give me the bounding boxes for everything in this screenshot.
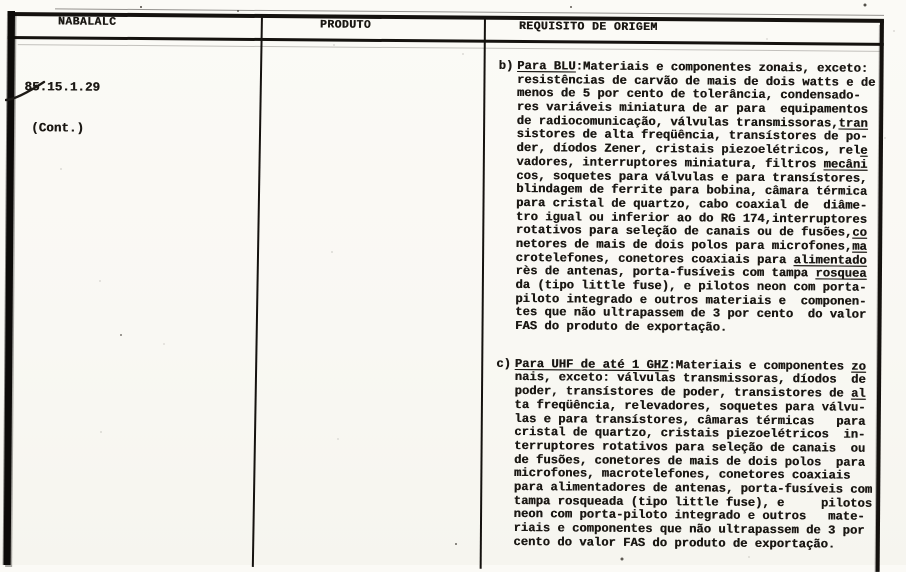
column-header-produto: PRODUTO	[319, 17, 372, 32]
nabalalc-code: 85.15.1.29	[24, 80, 101, 95]
text-line: FAS do produto de exportação.	[514, 319, 728, 335]
text-line: crotelefones, conetores coaxiais para alimentado	[515, 250, 867, 268]
text-line: Para UHF de até 1 GHZ:Materiais e componentes zo	[514, 356, 866, 374]
paragraph-lines	[513, 358, 892, 553]
paragraph-label: c)	[496, 356, 511, 371]
text-line: de fusões, conetores de mais de dois polos para	[513, 452, 866, 470]
text-line: vadores, interruptores miniatura, filtros mecâni	[516, 154, 868, 172]
text-line: ta freqüência, relevadores, soquetes para válvu-	[514, 397, 866, 415]
scan-speckles	[140, 6, 142, 8]
paragraph-lines	[515, 60, 895, 337]
nabalalc-cell	[24, 54, 100, 163]
text-line: resistências de carvão de mais de dois watts e de	[516, 72, 876, 90]
requisito-de-origem-cell	[495, 60, 895, 552]
text-line: cristal de quartzo, cristais piezoelétricos in-	[514, 425, 866, 442]
column-header-nabalalc: NABALALC	[57, 15, 117, 29]
text-line: Para BLU:Materiais e componentes zonais, exceto:	[517, 59, 869, 76]
text-line: terruptores rotativos para seleção de canais ou	[514, 438, 866, 456]
text-line: riais e componentes que não ultrapassem de 3 por	[513, 520, 865, 538]
text-line: da (tipo little fuse), e pilotos neon com porta-	[515, 277, 867, 295]
text-line: para alimentadores de antenas, porta-fusíveis com	[513, 479, 873, 497]
text-line: tes que não ultrapassem de 3 por cento do valor	[515, 305, 867, 323]
text-line: menos de 5 por cento de tolerância, condensado-	[516, 86, 861, 104]
text-line: cos, soquetes para válvulas e para transístores,	[516, 168, 868, 186]
text-line: tro igual ou inferior ao do RG 174,interruptores	[515, 209, 868, 227]
text-line: res variáveis miniatura de ar para equipamentos	[516, 100, 868, 117]
text-line: microfones, macrotelefones, conetores coaxiais	[513, 466, 851, 483]
nabalalc-cont: (Cont.)	[31, 120, 85, 136]
text-line: der, díodos Zener, cristais piezoelétricos, rele	[516, 141, 868, 158]
text-line: sistores de alta freqüência, transístores de po-	[516, 127, 868, 145]
text-line: blindagem de ferrite para bobina, câmara térmica	[516, 182, 868, 199]
text-line: poder, transístores de poder, transistores de al	[514, 384, 866, 401]
text-line: de radiocomunicação, válvulas transmissoras,tran	[516, 113, 868, 131]
paragraph-label: b)	[498, 58, 514, 73]
column-divider-nabalalc-produto	[251, 15, 262, 567]
text-line: piloto integrado e outros materiais e componen-	[515, 291, 867, 309]
text-line: las e para transístores, câmaras térmicas para	[514, 411, 866, 429]
text-line: neon com porta-piloto integrado e outros mate-	[513, 507, 865, 525]
text-line: rotativos para seleção de canais ou de fusões,co	[515, 223, 867, 241]
origin-paragraph	[495, 358, 892, 553]
text-line: tampa rosqueada (tipo little fuse), e pilotos	[513, 493, 873, 511]
text-line: para cristal de quartzo, cabo coaxial de diâme-	[515, 195, 868, 213]
column-header-requisito-de-origem: REQUISITO DE ORIGEM	[518, 20, 658, 35]
origin-paragraph	[496, 60, 894, 337]
pen-mark	[5, 79, 47, 103]
text-line: nais, exceto: válvulas transmissoras, díodos de	[514, 370, 866, 388]
text-line: netores de mais de dois polos para microfones,ma	[515, 236, 867, 254]
column-divider-produto-requisito	[479, 17, 486, 569]
text-line: cento do valor FAS do produto de exportação.	[513, 534, 836, 552]
text-line: rès de antenas, porta-fusíveis com tampa rosquea	[515, 264, 867, 282]
produto-cell	[275, 58, 470, 60]
